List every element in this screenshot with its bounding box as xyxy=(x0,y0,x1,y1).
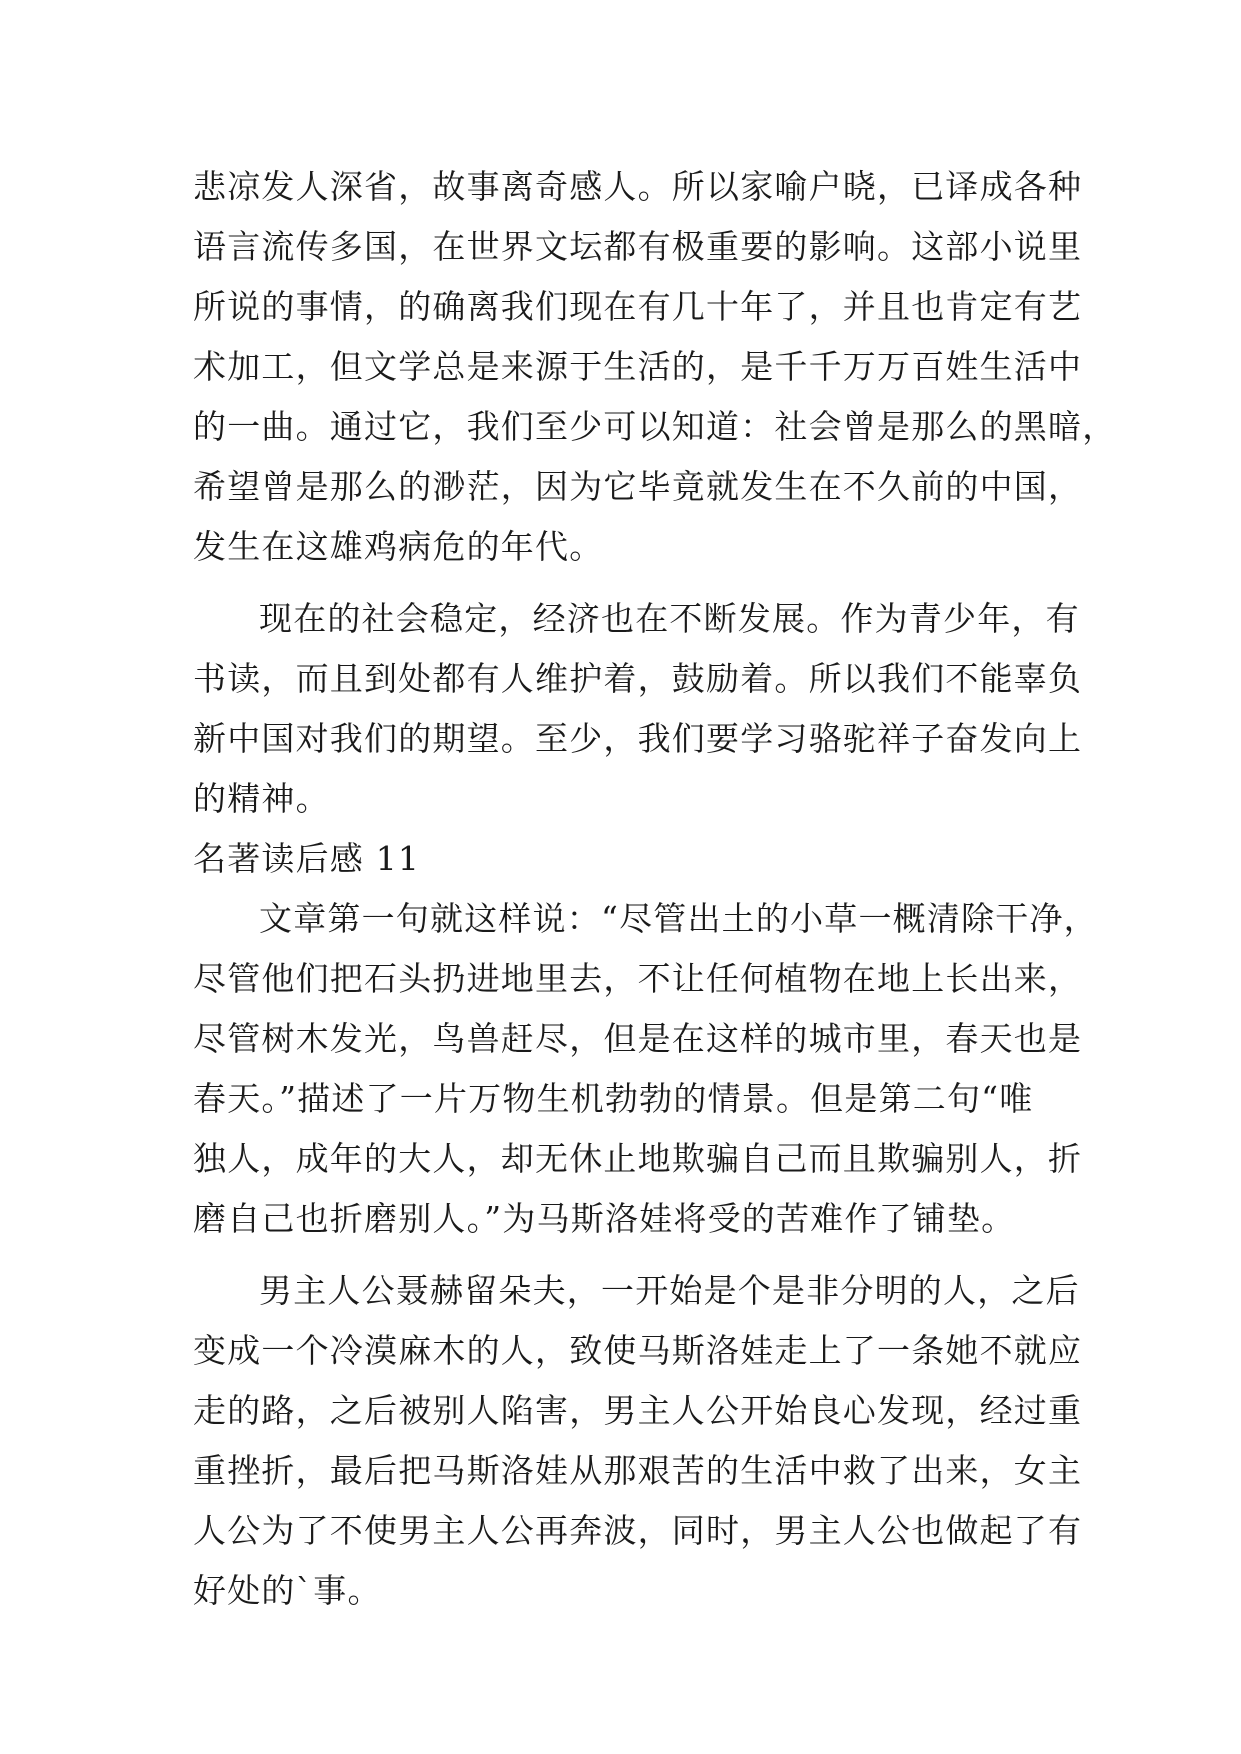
text-line: 新中国对我们的期望。至少，我们要学习骆驼祥子奋发向上 xyxy=(193,719,1083,758)
text-line: 文章第一句就这样说：“尽管出土的小草一概清除干净， xyxy=(259,899,1098,938)
text-line: 变成一个冷漠麻木的人，致使马斯洛娃走上了一条她不就应 xyxy=(193,1331,1083,1370)
text-line: 走的路，之后被别人陷害，男主人公开始良心发现，经过重 xyxy=(193,1391,1083,1430)
paragraph-1 xyxy=(193,157,1117,577)
text-line: 独人，成年的大人，却无休止地欺骗自己而且欺骗别人，折 xyxy=(193,1139,1083,1178)
text-line: 尽管树木发光，鸟兽赶尽，但是在这样的城市里，春天也是 xyxy=(193,1019,1083,1058)
document-body xyxy=(193,157,1117,1621)
text-line: 语言流传多国，在世界文坛都有极重要的影响。这部小说里 xyxy=(193,227,1083,266)
text-line: 现在的社会稳定，经济也在不断发展。作为青少年，有 xyxy=(259,599,1080,638)
text-line: 男主人公聂赫留朵夫，一开始是个是非分明的人，之后 xyxy=(259,1271,1080,1310)
paragraph-spacer xyxy=(193,1249,1055,1261)
text-line: 人公为了不使男主人公再奔波，同时，男主人公也做起了有 xyxy=(193,1511,1083,1550)
text-line: 重挫折，最后把马斯洛娃从那艰苦的生活中救了出来，女主 xyxy=(193,1451,1083,1490)
text-line: 的一曲。通过它，我们至少可以知道：社会曾是那么的黑暗， xyxy=(193,407,1117,446)
text-line: 所说的事情，的确离我们现在有几十年了，并且也肯定有艺 xyxy=(193,287,1083,326)
text-line: 发生在这雄鸡病危的年代。 xyxy=(193,527,604,566)
section-heading: 名著读后感 11 xyxy=(193,839,421,878)
text-line: 尽管他们把石头扔进地里去，不让任何植物在地上长出来， xyxy=(193,959,1083,998)
text-line: 希望曾是那么的渺茫，因为它毕竟就发生在不久前的中国， xyxy=(193,467,1083,506)
text-line: 术加工，但文学总是来源于生活的，是千千万万百姓生活中 xyxy=(193,347,1083,386)
text-line: 悲凉发人深省，故事离奇感人。所以家喻户晓，已译成各种 xyxy=(193,167,1083,206)
paragraph-3 xyxy=(193,889,1098,1249)
text-line: 磨自己也折磨别人。”为马斯洛娃将受的苦难作了铺垫。 xyxy=(193,1199,1016,1238)
paragraph-4 xyxy=(193,1261,1083,1621)
text-line: 的精神。 xyxy=(193,779,330,818)
text-line: 好处的`事。 xyxy=(193,1571,382,1610)
paragraph-2 xyxy=(193,589,1083,829)
text-line: 春天。”描述了一片万物生机勃勃的情景。但是第二句“唯 xyxy=(193,1079,1034,1118)
text-line: 书读，而且到处都有人维护着，鼓励着。所以我们不能辜负 xyxy=(193,659,1083,698)
paragraph-spacer xyxy=(193,577,1055,589)
